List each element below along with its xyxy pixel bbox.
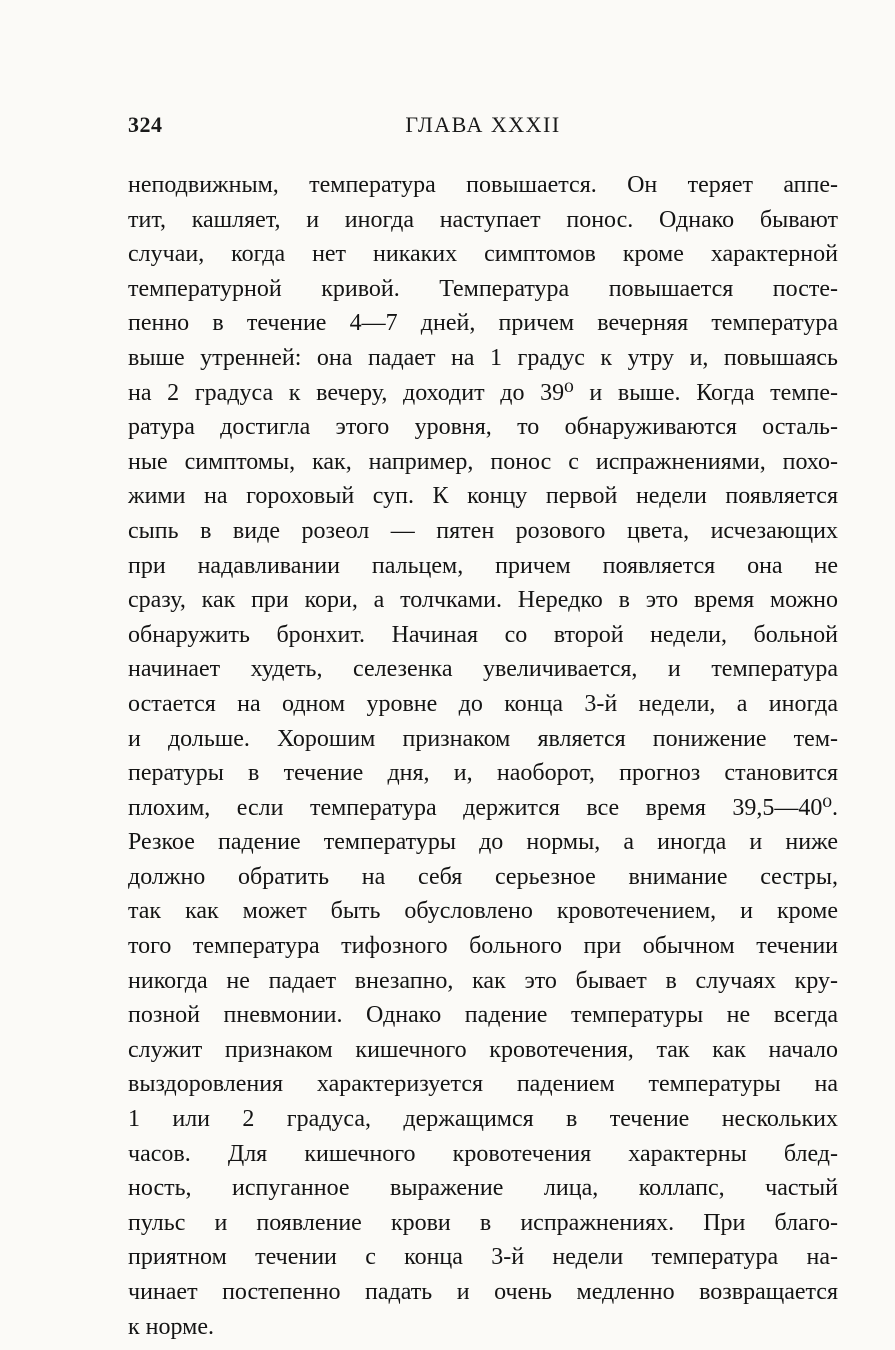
text-line: сыпь в виде розеол — пятен розового цвета, исчезающих bbox=[128, 517, 838, 544]
text-line: приятном течении с конца 3-й недели температура на- bbox=[128, 1244, 838, 1271]
text-line: к норме. bbox=[128, 1313, 214, 1340]
text-line: неподвижным, температура повышается. Он теряет аппе- bbox=[128, 172, 838, 198]
page-header bbox=[128, 112, 838, 142]
text-line: Резкое падение температуры до нормы, а иногда и ниже bbox=[128, 829, 838, 856]
text-line: остается на одном уровне до конца 3-й недели, а иногда bbox=[128, 690, 838, 717]
text-line: пературы в течение дня, и, наоборот, прогноз становится bbox=[128, 760, 838, 787]
text-line: ность, испуганное выражение лица, коллапс, частый bbox=[128, 1175, 838, 1202]
chapter-title: ГЛАВА XXXII bbox=[405, 112, 561, 137]
text-line: пульс и появление крови в испражнениях. При благо- bbox=[128, 1209, 838, 1236]
text-line: должно обратить на себя серьезное внимание сестры, bbox=[128, 863, 838, 890]
text-line: часов. Для кишечного кровотечения характерны блед- bbox=[128, 1140, 838, 1167]
text-line: так как может быть обусловлено кровотечением, и кроме bbox=[128, 898, 838, 925]
text-line: выздоровления характеризуется падением температуры на bbox=[128, 1071, 838, 1098]
text-line: обнаружить бронхит. Начиная со второй недели, больной bbox=[128, 621, 838, 648]
text-line: при надавливании пальцем, причем появляется она не bbox=[128, 552, 838, 579]
page-number: 324 bbox=[128, 112, 163, 137]
text-line: жими на гороховый суп. К концу первой недели появляется bbox=[128, 483, 838, 510]
text-line: плохим, если температура держится все время 39,5—40⁰. bbox=[128, 794, 838, 821]
text-line: пенно в течение 4—7 дней, причем вечерняя температура bbox=[128, 310, 838, 337]
text-line: ратура достигла этого уровня, то обнаруживаются осталь- bbox=[128, 414, 838, 441]
text-line: случаи, когда нет никаких симптомов кроме характерной bbox=[128, 241, 838, 268]
text-line: начинает худеть, селезенка увеличивается, и температура bbox=[128, 656, 838, 683]
text-line: чинает постепенно падать и очень медленно возвращается bbox=[128, 1279, 838, 1305]
text-line: того температура тифозного больного при обычном течении bbox=[128, 933, 838, 960]
text-line: и дольше. Хорошим признаком является понижение тем- bbox=[128, 725, 838, 752]
text-line: служит признаком кишечного кровотечения, так как начало bbox=[128, 1036, 838, 1063]
text-line: позной пневмонии. Однако падение температуры не всегда bbox=[128, 1002, 838, 1029]
text-line: сразу, как при кори, а толчками. Нередко в это время можно bbox=[128, 587, 838, 614]
text-line: 1 или 2 градуса, держащимся в течение нескольких bbox=[128, 1106, 838, 1133]
text-line: никогда не падает внезапно, как это бывает в случаях кру- bbox=[128, 967, 838, 994]
text-line: ные симптомы, как, например, понос с испражнениями, похо- bbox=[128, 448, 838, 475]
text-line: на 2 градуса к вечеру, доходит до 39⁰ и выше. Когда темпе- bbox=[128, 379, 838, 406]
body-text bbox=[128, 168, 838, 1344]
text-line: тит, кашляет, и иногда наступает понос. Однако бывают bbox=[128, 206, 838, 233]
text-line: температурной кривой. Температура повышается посте- bbox=[128, 275, 838, 302]
text-line: выше утренней: она падает на 1 градус к утру и, повышаясь bbox=[128, 344, 838, 371]
